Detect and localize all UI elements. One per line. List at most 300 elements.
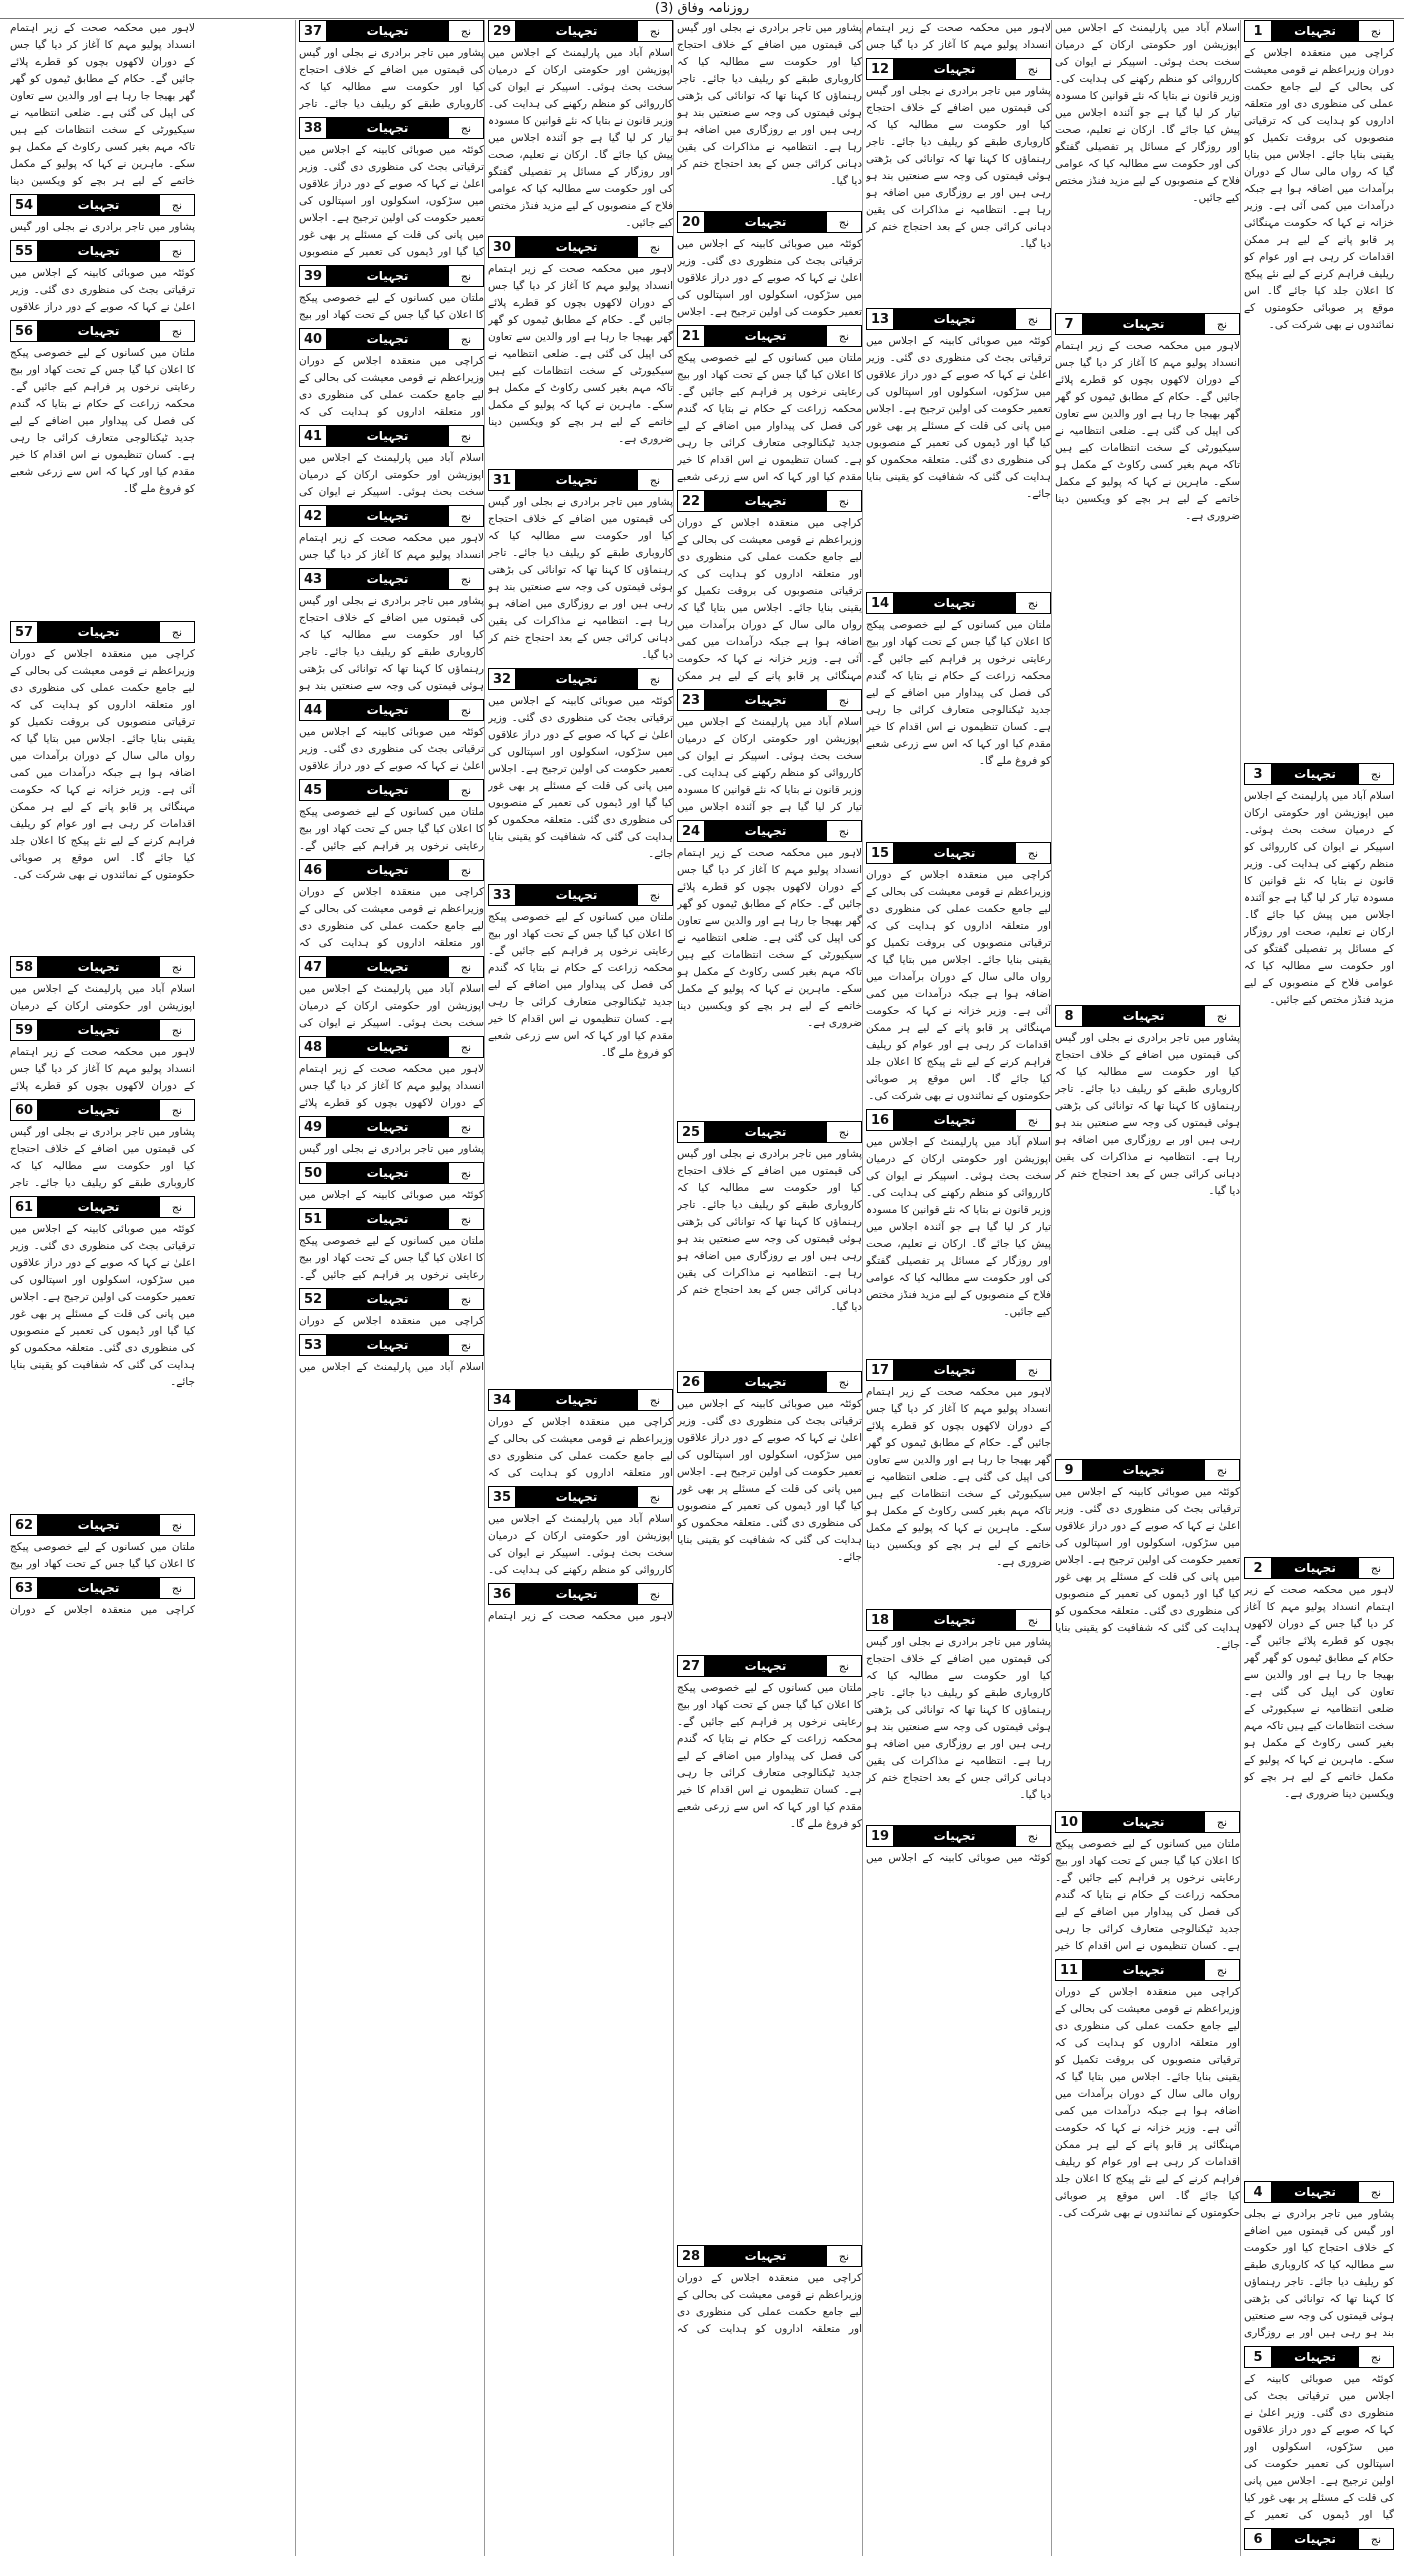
- news-item-body: لاہور میں محکمہ صحت کے زیر اہتمام انسداد پولیو مہم کا آغاز کر دیا گیا جس کے دوران لاکھوں بچوں کو قطرے پلائے جائیں گے۔ حکام کے مطابق ٹیموں کو گھر گھر بھیجا جا رہا ہے اور والدین سے تعاون کی اپیل کی گئی ہے۔ ضلعی انتظامیہ نے سیکیورٹی کے سخت انتظامات کیے ہیں تاکہ مہم بغیر کسی رکاوٹ کے مکمل ہو سکے۔ ماہرین نے کہا کہ پولیو کے مکمل خاتمے کے لیے ہر بچے کو ویکسین دینا ضروری ہے۔: [1244, 1584, 1394, 1800]
- section-label: تجہیات: [894, 1359, 1015, 1381]
- tag-label: نج: [637, 20, 673, 42]
- news-item: [299, 699, 484, 775]
- news-item-header: [10, 320, 195, 342]
- news-item-number: 30: [488, 236, 516, 258]
- tag-label: نج: [159, 1577, 195, 1599]
- news-item-header: [1244, 20, 1394, 42]
- news-item-header: [299, 1162, 484, 1184]
- news-item-header: [677, 689, 862, 711]
- section-label: تجہیات: [705, 325, 826, 347]
- news-item: [299, 505, 484, 564]
- news-item-number: 7: [1055, 313, 1083, 335]
- news-item-number: 59: [10, 1019, 38, 1041]
- tag-label: نج: [1358, 1557, 1394, 1579]
- tag-label: نج: [159, 1514, 195, 1536]
- news-item-header: [866, 1109, 1051, 1131]
- news-item: [677, 1121, 862, 1367]
- news-item-body: لاہور میں محکمہ صحت کے زیر اہتمام انسداد پولیو مہم کا آغاز کر دیا گیا جس کے دوران لاکھوں بچوں کو قطرے پلائے: [10, 1046, 195, 1092]
- news-item-body: پشاور میں تاجر برادری نے بجلی اور گیس کی قیمتوں میں اضافے کے خلاف احتجاج کیا اور حکومت سے مطالبہ کیا کہ کاروباری طبقے کو ریلیف دیا جائے۔ تاجر رہنماؤں کا کہنا تھا کہ توانائی کی بڑھتی ہوئی قیمتوں کی وجہ سے صنعتیں بند ہو رہی ہیں اور بے روزگاری میں اضافہ ہو رہا ہے۔ انتظامیہ نے مذاکرات کی یقین دہانی کرائی جس کے بعد احتجاج ختم کر دیا گیا۔: [866, 85, 1051, 250]
- section-label: تجہیات: [705, 211, 826, 233]
- tag-label: نج: [1358, 2528, 1394, 2550]
- tag-label: نج: [1015, 842, 1051, 864]
- news-item-body: پشاور میں تاجر برادری نے بجلی اور گیس کی قیمتوں میں اضافے کے خلاف احتجاج کیا اور حکومت سے مطالبہ کیا کہ کاروباری طبقے کو ریلیف دیا جائے۔ تاجر رہنماؤں کا کہنا تھا کہ توانائی کی بڑھتی ہوئی قیمتوں کی وجہ سے صنعتیں بند ہو رہی ہیں اور بے روزگاری میں اضافہ ہو رہا ہے۔ انتظامیہ نے مذاکرات کی یقین دہانی کرائی جس کے بعد احتجاج ختم کر دیا گیا۔: [677, 1148, 862, 1313]
- tag-label: نج: [448, 1162, 484, 1184]
- tag-label: نج: [826, 689, 862, 711]
- section-label: تجہیات: [1272, 2346, 1358, 2368]
- news-item-header: [1055, 1459, 1240, 1481]
- news-item-body: لاہور میں محکمہ صحت کے زیر اہتمام انسداد پولیو مہم کا آغاز کر دیا گیا جس: [866, 22, 1051, 51]
- tag-label: نج: [826, 820, 862, 842]
- news-item: [866, 592, 1051, 838]
- news-item-number: 13: [866, 308, 894, 330]
- section-label: تجہیات: [1272, 2528, 1358, 2550]
- section-label: تجہیات: [327, 779, 448, 801]
- news-item-body: کراچی میں منعقدہ اجلاس کے دوران وزیراعظم نے قومی معیشت کی بحالی کے لیے جامع حکمت عملی کی منظوری دی اور متعلقہ اداروں کو ہدایت کی کہ ترقیاتی منصوبوں کی بروقت تکمیل کو یقینی بنایا جائے۔ اجلاس میں بتایا گیا کہ رواں مالی سال کے دوران برآمدات میں اضافہ ہوا ہے جبکہ درآمدات میں کمی آئی ہے۔ وزیر خزانہ نے کہا کہ حکومت مہنگائی پر قابو پانے کے لیے ہر ممکن اقدامات کر رہی ہے اور عوام کو ریلیف فراہم کرنے کے لیے نئے پیکج کا اعلان جلد کیا جائے گا۔ اس موقع پر صوبائی حکومتوں کے نمائندوں نے بھی شرکت کی۔: [10, 648, 195, 881]
- news-item: [299, 1036, 484, 1112]
- news-item-header: [677, 325, 862, 347]
- tag-label: نج: [159, 240, 195, 262]
- news-item-number: 2: [1244, 1557, 1272, 1579]
- news-item-body: کوئٹہ میں صوبائی کابینہ کے اجلاس میں: [866, 1852, 1051, 1864]
- news-item: [866, 1109, 1051, 1355]
- section-label: تجہیات: [705, 2245, 826, 2267]
- section-label: تجہیات: [516, 469, 637, 491]
- section-label: تجہیات: [1272, 2181, 1358, 2203]
- news-item-number: 21: [677, 325, 705, 347]
- news-item-body: لاہور میں محکمہ صحت کے زیر اہتمام انسداد پولیو مہم کا آغاز کر دیا گیا جس: [299, 532, 484, 561]
- news-item-body: کراچی میں منعقدہ اجلاس کے دوران وزیراعظم نے قومی معیشت کی بحالی کے لیے جامع حکمت عملی کی منظوری دی اور متعلقہ اداروں کو ہدایت کی کہ ترقیاتی منصوبوں کی بروقت تکمیل کو یقینی بنایا جائے۔ اجلاس میں بتایا گیا کہ رواں مالی سال کے دوران برآمدات میں اضافہ ہوا ہے جبکہ درآمدات میں کمی آئی ہے۔ وزیر خزانہ نے کہا کہ حکومت مہنگائی پر قابو پانے کے لیے ہر ممکن: [677, 517, 862, 682]
- section-label: تجہیات: [516, 668, 637, 690]
- news-item-header: [10, 1019, 195, 1041]
- column-rule: [673, 20, 674, 2556]
- news-item-header: [10, 1196, 195, 1218]
- tag-label: نج: [1015, 1359, 1051, 1381]
- news-item-header: [488, 1583, 673, 1605]
- news-item-header: [488, 469, 673, 491]
- section-label: تجہیات: [327, 859, 448, 881]
- section-label: تجہیات: [1083, 313, 1204, 335]
- news-item: [488, 1583, 673, 1625]
- news-item-body: لاہور میں محکمہ صحت کے زیر اہتمام انسداد پولیو مہم کا آغاز کر دیا گیا جس کے دوران لاکھوں بچوں کو قطرے پلائے: [299, 1063, 484, 1109]
- section-label: تجہیات: [327, 1036, 448, 1058]
- tag-label: نج: [637, 1389, 673, 1411]
- news-item-body: اسلام آباد میں پارلیمنٹ کے اجلاس میں اپوزیشن اور حکومتی ارکان کے درمیان سخت بحث ہوئی۔ اسپیکر نے ایوان کی کارروائی کو منظم رکھنے کی ہدایت کی۔ وزیر قانون نے بتایا کہ نئے قوانین کا مسودہ تیار کر لیا گیا ہے جو آئندہ اجلاس میں پیش کیا جائے گا۔ ارکان نے تعلیم، صحت اور روزگار کے مسائل پر تفصیلی گفتگو کی اور حکومت سے مطالبہ کیا کہ عوامی فلاح کے منصوبوں کے لیے مزید فنڈز مختص کیے جائیں۔: [1244, 790, 1394, 1006]
- section-label: تجہیات: [327, 425, 448, 447]
- news-item-number: 63: [10, 1577, 38, 1599]
- tag-label: نج: [448, 699, 484, 721]
- news-item-number: 41: [299, 425, 327, 447]
- news-item-header: [677, 2245, 862, 2267]
- news-item-body: کوئٹہ میں صوبائی کابینہ کے اجلاس میں ترقیاتی بجٹ کی منظوری دی گئی۔ وزیر اعلیٰ نے کہا کہ صوبے کے دور دراز علاقوں میں سڑکوں، اسکولوں اور اسپتالوں کی تعمیر حکومت کی اولین ترجیح ہے۔ اجلاس میں پانی کی قلت کے مسئلے پر بھی غور کیا گیا اور ڈیموں کی تعمیر کے منصوبوں کی منظوری دی گئی۔ متعلقہ محکموں کو ہدایت کی گئی کہ شفافیت کو یقینی بنایا جائے۔: [1055, 1486, 1240, 1651]
- news-item-body: ملتان میں کسانوں کے لیے خصوصی پیکج کا اعلان کیا گیا جس کے تحت کھاد اور بیج رعایتی نرخوں پر فراہم کیے جائیں گے۔ محکمہ زراعت کے حکام نے بتایا کہ گندم کی فصل کی پیداوار میں اضافے کے لیے جدید ٹیکنالوجی متعارف کرائی جا رہی ہے۔ کسان تنظیموں نے اس اقدام کا خیر مقدم کیا اور کہا کہ اس سے زرعی شعبے کو فروغ ملے گا۔: [677, 1682, 862, 1830]
- news-item-header: [299, 20, 484, 42]
- news-item-header: [299, 1208, 484, 1230]
- news-item-header: [677, 820, 862, 842]
- news-item-body: پشاور میں تاجر برادری نے بجلی اور گیس: [10, 221, 195, 233]
- news-item-body: اسلام آباد میں پارلیمنٹ کے اجلاس میں اپوزیشن اور حکومتی ارکان کے درمیان سخت بحث ہوئی۔ اسپیکر نے ایوان کی کارروائی کو منظم رکھنے کی ہدایت کی۔ وزیر قانون نے بتایا کہ نئے قوانین کا مسودہ تیار کر لیا گیا ہے جو آئندہ اجلاس میں: [677, 716, 862, 813]
- news-item: [299, 20, 484, 113]
- tag-label: نج: [159, 956, 195, 978]
- news-item-body: کراچی میں منعقدہ اجلاس کے دوران وزیراعظم نے قومی معیشت کی بحالی کے لیے جامع حکمت عملی کی منظوری دی اور متعلقہ اداروں کو ہدایت کی کہ ترقیاتی منصوبوں کی بروقت تکمیل کو یقینی بنایا جائے۔ اجلاس میں بتایا گیا کہ رواں مالی سال کے دوران برآمدات میں اضافہ ہوا ہے جبکہ درآمدات میں کمی آئی ہے۔ وزیر خزانہ نے کہا کہ حکومت مہنگائی پر قابو پانے کے لیے ہر ممکن اقدامات کر رہی ہے اور عوام کو ریلیف فراہم کرنے کے لیے نئے پیکج کا اعلان جلد کیا جائے گا۔ اس موقع پر صوبائی حکومتوں کے نمائندوں نے بھی شرکت کی۔: [1244, 47, 1394, 331]
- news-item-header: [677, 1655, 862, 1677]
- section-label: تجہیات: [327, 505, 448, 527]
- news-item-body: اسلام آباد میں پارلیمنٹ کے اجلاس میں اپوزیشن اور حکومتی ارکان کے درمیان سخت بحث ہوئی۔ اسپیکر نے ایوان کی: [299, 452, 484, 498]
- section-label: تجہیات: [516, 1389, 637, 1411]
- news-item-header: [677, 211, 862, 233]
- news-item-number: 60: [10, 1099, 38, 1121]
- news-item-number: 58: [10, 956, 38, 978]
- news-item-number: 3: [1244, 763, 1272, 785]
- news-item: [866, 1825, 1051, 1867]
- news-item: [866, 308, 1051, 588]
- section-label: تجہیات: [38, 240, 159, 262]
- news-item-number: 4: [1244, 2181, 1272, 2203]
- news-item-header: [866, 842, 1051, 864]
- news-item-number: 14: [866, 592, 894, 614]
- section-label: تجہیات: [705, 820, 826, 842]
- news-item-header: [10, 194, 195, 216]
- columns-container: [6, 20, 1398, 2556]
- news-item-number: 20: [677, 211, 705, 233]
- tag-label: نج: [448, 1116, 484, 1138]
- section-label: تجہیات: [705, 1655, 826, 1677]
- news-item-header: [488, 236, 673, 258]
- section-label: تجہیات: [327, 1334, 448, 1356]
- news-item-header: [866, 1609, 1051, 1631]
- tag-label: نج: [159, 1196, 195, 1218]
- news-item-header: [677, 1371, 862, 1393]
- news-item-body: پشاور میں تاجر برادری نے بجلی اور گیس کی قیمتوں میں اضافے کے خلاف احتجاج کیا اور حکومت سے مطالبہ کیا کہ کاروباری طبقے کو ریلیف دیا جائے۔ تاجر: [299, 47, 484, 110]
- news-item-header: [677, 490, 862, 512]
- section-label: تجہیات: [894, 1825, 1015, 1847]
- tag-label: نج: [1015, 1109, 1051, 1131]
- column-4: [677, 20, 862, 2556]
- news-item: [299, 859, 484, 952]
- tag-label: نج: [448, 505, 484, 527]
- news-item-header: [10, 1099, 195, 1121]
- news-item-number: 54: [10, 194, 38, 216]
- section-label: تجہیات: [327, 956, 448, 978]
- news-item-number: 49: [299, 1116, 327, 1138]
- news-item-body: ملتان میں کسانوں کے لیے خصوصی پیکج کا اعلان کیا گیا جس کے تحت کھاد اور بیج رعایتی نرخوں پر فراہم کیے جائیں گے۔: [299, 1235, 484, 1281]
- news-item-body: اسلام آباد میں پارلیمنٹ کے اجلاس میں اپوزیشن اور حکومتی ارکان کے درمیان: [10, 983, 195, 1012]
- news-item-body: کوئٹہ میں صوبائی کابینہ کے اجلاس میں ترقیاتی بجٹ کی منظوری دی گئی۔ وزیر اعلیٰ نے کہا کہ صوبے کے دور دراز علاقوں: [10, 267, 195, 313]
- section-label: تجہیات: [327, 117, 448, 139]
- news-item: [866, 842, 1051, 1105]
- news-item-number: 39: [299, 265, 327, 287]
- tag-label: نج: [637, 668, 673, 690]
- news-item-number: 6: [1244, 2528, 1272, 2550]
- news-item-header: [10, 621, 195, 643]
- news-item: [10, 621, 195, 952]
- news-item-body: پشاور میں تاجر برادری نے بجلی اور گیس: [299, 1143, 484, 1155]
- news-item-number: 34: [488, 1389, 516, 1411]
- news-item-header: [488, 1389, 673, 1411]
- tag-label: نج: [1015, 1825, 1051, 1847]
- section-label: تجہیات: [327, 568, 448, 590]
- news-item: [10, 1514, 195, 1573]
- tag-label: نج: [1358, 2181, 1394, 2203]
- news-item-body: کراچی میں منعقدہ اجلاس کے دوران وزیراعظم نے قومی معیشت کی بحالی کے لیے جامع حکمت عملی کی منظوری دی اور متعلقہ اداروں کو ہدایت کی کہ: [299, 886, 484, 949]
- column-7: [10, 20, 195, 2556]
- news-item-number: 27: [677, 1655, 705, 1677]
- news-item-number: 46: [299, 859, 327, 881]
- news-item: [1055, 20, 1240, 309]
- section-label: تجہیات: [1083, 1005, 1204, 1027]
- news-item: [1055, 313, 1240, 1001]
- news-item-body: کوئٹہ میں صوبائی کابینہ کے اجلاس میں ترقیاتی بجٹ کی منظوری دی گئی۔ وزیر اعلیٰ نے کہا کہ صوبے کے دور دراز علاقوں میں سڑکوں، اسکولوں اور اسپتالوں کی تعمیر حکومت کی اولین ترجیح ہے۔ اجلاس میں پانی کی قلت کے مسئلے پر بھی غور کیا گیا اور ڈیموں کی تعمیر کے منصوبوں کی منظوری دی گئی۔ متعلقہ محکموں کو ہدایت کی گئی کہ شفافیت کو یقینی بنایا جائے۔: [488, 695, 673, 860]
- news-item: [488, 1486, 673, 1579]
- section-label: تجہیات: [1083, 1459, 1204, 1481]
- news-item-header: [1244, 2181, 1394, 2203]
- tag-label: نج: [1015, 308, 1051, 330]
- news-item-header: [1244, 2346, 1394, 2368]
- news-item: [299, 779, 484, 855]
- section-label: تجہیات: [516, 20, 637, 42]
- news-item-number: 12: [866, 58, 894, 80]
- news-item: [10, 194, 195, 236]
- news-item-number: 23: [677, 689, 705, 711]
- news-item-header: [299, 505, 484, 527]
- section-label: تجہیات: [327, 699, 448, 721]
- news-item-number: 53: [299, 1334, 327, 1356]
- section-label: تجہیات: [894, 592, 1015, 614]
- news-item-number: 25: [677, 1121, 705, 1143]
- section-label: تجہیات: [705, 1121, 826, 1143]
- news-item-body: کوئٹہ میں صوبائی کابینہ کے اجلاس میں ترقیاتی بجٹ کی منظوری دی گئی۔ وزیر اعلیٰ نے کہا کہ صوبے کے دور دراز علاقوں میں سڑکوں، اسکولوں اور اسپتالوں کی تعمیر حکومت کی اولین ترجیح ہے۔ اجلاس میں پانی کی قلت کے مسئلے پر بھی غور کیا گیا اور ڈیموں کی تعمیر کے منصوبوں کی منظوری دی گئی۔ متعلقہ محکموں کو ہدایت کی گئی کہ شفافیت کو یقینی بنایا جائے۔: [677, 1398, 862, 1563]
- tag-label: نج: [826, 1371, 862, 1393]
- news-item: [1055, 1005, 1240, 1455]
- section-label: تجہیات: [327, 20, 448, 42]
- news-item-header: [866, 1359, 1051, 1381]
- news-item-body: پشاور میں تاجر برادری نے بجلی اور گیس کی قیمتوں میں اضافے کے خلاف احتجاج کیا اور حکومت سے مطالبہ کیا کہ کاروباری طبقے کو ریلیف دیا جائے۔ تاجر رہنماؤں کا کہنا تھا کہ توانائی کی بڑھتی ہوئی قیمتوں کی وجہ سے صنعتیں بند ہو رہی ہیں اور بے روزگاری میں اضافہ ہو رہا ہے۔ انتظامیہ نے مذاکرات کی یقین دہانی کرائی جس کے بعد احتجاج ختم کر دیا گیا۔: [677, 22, 862, 187]
- section-label: تجہیات: [1272, 1557, 1358, 1579]
- news-item-body: کراچی میں منعقدہ اجلاس کے دوران وزیراعظم نے قومی معیشت کی بحالی کے لیے جامع حکمت عملی کی منظوری دی اور متعلقہ اداروں کو ہدایت کی کہ: [488, 1416, 673, 1479]
- news-item: [299, 265, 484, 324]
- news-item-body: کراچی میں منعقدہ اجلاس کے دوران وزیراعظم نے قومی معیشت کی بحالی کے لیے جامع حکمت عملی کی منظوری دی اور متعلقہ اداروں کو ہدایت کی کہ: [299, 355, 484, 418]
- tag-label: نج: [826, 325, 862, 347]
- news-item-body: [1244, 2553, 1394, 2556]
- news-item-body: کوئٹہ میں صوبائی کابینہ کے اجلاس میں ترقیاتی بجٹ کی منظوری دی گئی۔ وزیر اعلیٰ نے کہا کہ صوبے کے دور دراز علاقوں میں سڑکوں، اسکولوں اور اسپتالوں کی تعمیر حکومت کی اولین ترجیح ہے۔ اجلاس میں پانی کی قلت کے مسئلے پر بھی غور کیا گیا اور ڈیموں کی تعمیر کے: [1244, 2373, 1394, 2521]
- news-item: [488, 668, 673, 880]
- news-item-number: 44: [299, 699, 327, 721]
- news-item-header: [1244, 1557, 1394, 1579]
- news-item-header: [488, 1486, 673, 1508]
- news-item-body: ملتان میں کسانوں کے لیے خصوصی پیکج کا اعلان کیا گیا جس کے تحت کھاد اور بیج رعایتی نرخوں پر فراہم کیے جائیں گے۔ محکمہ زراعت کے حکام نے بتایا کہ گندم کی فصل کی پیداوار میں اضافے کے لیے جدید ٹیکنالوجی متعارف کرائی جا رہی ہے۔ کسان تنظیموں نے اس اقدام کا خیر مقدم کیا اور کہا کہ اس سے زرعی شعبے کو فروغ ملے گا۔: [10, 347, 195, 495]
- section-label: تجہیات: [327, 1208, 448, 1230]
- news-item-body: لاہور میں محکمہ صحت کے زیر اہتمام انسداد پولیو مہم کا آغاز کر دیا گیا جس کے دوران لاکھوں بچوں کو قطرے پلائے جائیں گے۔ حکام کے مطابق ٹیموں کو گھر گھر بھیجا جا رہا ہے اور والدین سے تعاون کی اپیل کی گئی ہے۔ ضلعی انتظامیہ نے سیکیورٹی کے سخت انتظامات کیے ہیں تاکہ مہم بغیر کسی رکاوٹ کے مکمل ہو سکے۔ ماہرین نے کہا کہ پولیو کے مکمل خاتمے کے لیے ہر بچے کو ویکسین دینا ضروری ہے۔: [488, 263, 673, 445]
- news-item-body: کوئٹہ میں صوبائی کابینہ کے اجلاس میں ترقیاتی بجٹ کی منظوری دی گئی۔ وزیر اعلیٰ نے کہا کہ صوبے کے دور دراز علاقوں: [299, 726, 484, 772]
- tag-label: نج: [159, 621, 195, 643]
- news-item-header: [1055, 1959, 1240, 1981]
- news-item: [10, 1577, 195, 1619]
- news-item-number: 26: [677, 1371, 705, 1393]
- news-item-body: اسلام آباد میں پارلیمنٹ کے اجلاس میں اپوزیشن اور حکومتی ارکان کے درمیان سخت بحث ہوئی۔ اسپیکر نے ایوان کی کارروائی کو منظم رکھنے کی ہدایت کی۔: [488, 1513, 673, 1576]
- tag-label: نج: [637, 236, 673, 258]
- news-item-body: لاہور میں محکمہ صحت کے زیر اہتمام انسداد پولیو مہم کا آغاز کر دیا گیا جس کے دوران لاکھوں بچوں کو قطرے پلائے جائیں گے۔ حکام کے مطابق ٹیموں کو گھر گھر بھیجا جا رہا ہے اور والدین سے تعاون کی اپیل کی گئی ہے۔ ضلعی انتظامیہ نے سیکیورٹی کے سخت انتظامات کیے ہیں تاکہ مہم بغیر کسی رکاوٹ کے مکمل ہو سکے۔ ماہرین نے کہا کہ پولیو کے مکمل خاتمے کے لیے ہر بچے کو ویکسین دینا ضروری ہے۔: [1055, 340, 1240, 522]
- news-item-body: اسلام آباد میں پارلیمنٹ کے اجلاس میں اپوزیشن اور حکومتی ارکان کے درمیان سخت بحث ہوئی۔ اسپیکر نے ایوان کی: [299, 983, 484, 1029]
- news-item-body: اسلام آباد میں پارلیمنٹ کے اجلاس میں: [299, 1361, 484, 1373]
- news-item-number: 16: [866, 1109, 894, 1131]
- news-item: [677, 325, 862, 486]
- column-3: [866, 20, 1051, 2556]
- section-label: تجہیات: [516, 884, 637, 906]
- news-item-header: [488, 20, 673, 42]
- news-item-header: [488, 668, 673, 690]
- news-item-number: 61: [10, 1196, 38, 1218]
- news-item-number: 40: [299, 328, 327, 350]
- news-item-number: 57: [10, 621, 38, 643]
- news-item-header: [299, 859, 484, 881]
- news-item-header: [299, 1288, 484, 1310]
- column-rule: [484, 20, 485, 2556]
- news-item-number: 9: [1055, 1459, 1083, 1481]
- news-item: [1244, 2181, 1394, 2342]
- news-item: [299, 425, 484, 501]
- tag-label: نج: [159, 194, 195, 216]
- section-label: تجہیات: [38, 1514, 159, 1536]
- tag-label: نج: [448, 1208, 484, 1230]
- news-item: [1244, 20, 1394, 759]
- news-item-body: ملتان میں کسانوں کے لیے خصوصی پیکج کا اعلان کیا گیا جس کے تحت کھاد اور بیج رعایتی نرخوں پر فراہم کیے جائیں گے۔ محکمہ زراعت کے حکام نے بتایا کہ گندم کی فصل کی پیداوار میں اضافے کے لیے جدید ٹیکنالوجی متعارف کرائی جا رہی ہے۔ کسان تنظیموں نے اس اقدام کا خیر مقدم کیا اور کہا کہ اس سے زرعی شعبے کو فروغ ملے گا۔: [488, 911, 673, 1059]
- news-item: [488, 20, 673, 232]
- news-item: [1055, 1959, 1240, 2290]
- news-item: [1055, 1459, 1240, 1807]
- tag-label: نج: [826, 1121, 862, 1143]
- news-item: [299, 1208, 484, 1284]
- news-item-body: کوئٹہ میں صوبائی کابینہ کے اجلاس میں: [299, 1189, 484, 1201]
- news-item-body: ملتان میں کسانوں کے لیے خصوصی پیکج کا اعلان کیا گیا جس کے تحت کھاد اور بیج: [10, 1541, 195, 1570]
- news-item: [10, 320, 195, 617]
- news-item: [299, 1334, 484, 1376]
- news-item-number: 48: [299, 1036, 327, 1058]
- news-item-body: پشاور میں تاجر برادری نے بجلی اور گیس کی قیمتوں میں اضافے کے خلاف احتجاج کیا اور حکومت سے مطالبہ کیا کہ کاروباری طبقے کو ریلیف دیا جائے۔ تاجر رہنماؤں کا کہنا تھا کہ توانائی کی بڑھتی ہوئی قیمتوں کی وجہ سے صنعتیں بند ہو: [299, 595, 484, 692]
- tag-label: نج: [448, 1036, 484, 1058]
- news-item-body: ملتان میں کسانوں کے لیے خصوصی پیکج کا اعلان کیا گیا جس کے تحت کھاد اور بیج رعایتی نرخوں پر فراہم کیے جائیں گے۔ محکمہ زراعت کے حکام نے بتایا کہ گندم کی فصل کی پیداوار میں اضافے کے لیے جدید ٹیکنالوجی متعارف کرائی جا رہی ہے۔ کسان تنظیموں نے اس اقدام کا خیر مقدم کیا اور کہا کہ اس سے زرعی شعبے: [677, 352, 862, 483]
- news-item-header: [299, 425, 484, 447]
- news-item-body: اسلام آباد میں پارلیمنٹ کے اجلاس میں اپوزیشن اور حکومتی ارکان کے درمیان سخت بحث ہوئی۔ اسپیکر نے ایوان کی کارروائی کو منظم رکھنے کی ہدایت کی۔ وزیر قانون نے بتایا کہ نئے قوانین کا مسودہ تیار کر لیا گیا ہے جو آئندہ اجلاس میں پیش کیا جائے گا۔ ارکان نے تعلیم، صحت اور روزگار کے مسائل پر تفصیلی گفتگو کی اور حکومت سے مطالبہ کیا کہ عوامی فلاح کے منصوبوں کے لیے مزید فنڈز مختص کیے جائیں۔: [488, 47, 673, 229]
- news-item-body: لاہور میں محکمہ صحت کے زیر اہتمام: [488, 1610, 673, 1622]
- news-item-number: 45: [299, 779, 327, 801]
- news-item: [1244, 763, 1394, 1553]
- news-item-header: [866, 1825, 1051, 1847]
- section-label: تجہیات: [327, 328, 448, 350]
- news-item-body: کوئٹہ میں صوبائی کابینہ کے اجلاس میں ترقیاتی بجٹ کی منظوری دی گئی۔ وزیر اعلیٰ نے کہا کہ صوبے کے دور دراز علاقوں میں سڑکوں، اسکولوں اور اسپتالوں کی تعمیر حکومت کی اولین ترجیح ہے۔ اجلاس: [677, 238, 862, 318]
- section-label: تجہیات: [1272, 763, 1358, 785]
- news-item: [299, 328, 484, 421]
- news-item: [10, 240, 195, 316]
- section-label: تجہیات: [894, 58, 1015, 80]
- news-item-header: [866, 308, 1051, 330]
- tag-label: نج: [826, 211, 862, 233]
- news-item-body: کراچی میں منعقدہ اجلاس کے دوران وزیراعظم نے قومی معیشت کی بحالی کے لیے جامع حکمت عملی کی منظوری دی اور متعلقہ اداروں کو ہدایت کی کہ: [677, 2272, 862, 2335]
- tag-label: نج: [448, 117, 484, 139]
- news-item-header: [299, 328, 484, 350]
- news-item-header: [10, 1577, 195, 1599]
- news-item-header: [677, 1121, 862, 1143]
- news-item-number: 1: [1244, 20, 1272, 42]
- section-label: تجہیات: [38, 194, 159, 216]
- tag-label: نج: [448, 568, 484, 590]
- tag-label: نج: [448, 20, 484, 42]
- news-item-number: 36: [488, 1583, 516, 1605]
- news-item-body: کراچی میں منعقدہ اجلاس کے دوران وزیراعظم نے قومی معیشت کی بحالی کے لیے جامع حکمت عملی کی منظوری دی اور متعلقہ اداروں کو ہدایت کی کہ ترقیاتی منصوبوں کی بروقت تکمیل کو یقینی بنایا جائے۔ اجلاس میں بتایا گیا کہ رواں مالی سال کے دوران برآمدات میں اضافہ ہوا ہے جبکہ درآمدات میں کمی آئی ہے۔ وزیر خزانہ نے کہا کہ حکومت مہنگائی پر قابو پانے کے لیے ہر ممکن اقدامات کر رہی ہے اور عوام کو ریلیف فراہم کرنے کے لیے نئے پیکج کا اعلان جلد کیا جائے گا۔ اس موقع پر صوبائی حکومتوں کے نمائندوں نے بھی شرکت کی۔: [866, 869, 1051, 1102]
- news-item-number: 11: [1055, 1959, 1083, 1981]
- news-item-number: 18: [866, 1609, 894, 1631]
- news-item-number: 43: [299, 568, 327, 590]
- section-label: تجہیات: [894, 1609, 1015, 1631]
- tag-label: نج: [637, 469, 673, 491]
- news-item-number: 38: [299, 117, 327, 139]
- news-item: [677, 211, 862, 321]
- column-rule: [862, 20, 863, 2556]
- news-item: [488, 884, 673, 1385]
- tag-label: نج: [448, 859, 484, 881]
- column-1: [1244, 20, 1394, 2556]
- news-item-number: 33: [488, 884, 516, 906]
- tag-label: نج: [826, 490, 862, 512]
- news-item: [677, 689, 862, 816]
- column-2: [1055, 20, 1240, 2556]
- news-item-number: 19: [866, 1825, 894, 1847]
- news-item: [677, 1371, 862, 1651]
- news-item: [677, 20, 862, 207]
- section-label: تجہیات: [1272, 20, 1358, 42]
- news-item-body: ملتان میں کسانوں کے لیے خصوصی پیکج کا اعلان کیا گیا جس کے تحت کھاد اور بیج رعایتی نرخوں پر فراہم کیے جائیں گے۔ محکمہ زراعت کے حکام نے بتایا کہ گندم کی فصل کی پیداوار میں اضافے کے لیے جدید ٹیکنالوجی متعارف کرائی جا رہی ہے۔ کسان تنظیموں نے اس اقدام کا خیر مقدم کیا اور کہا کہ اس سے زرعی شعبے کو فروغ ملے گا۔: [866, 619, 1051, 767]
- section-label: تجہیات: [516, 1486, 637, 1508]
- news-item-body: پشاور میں تاجر برادری نے بجلی اور گیس کی قیمتوں میں اضافے کے خلاف احتجاج کیا اور حکومت سے مطالبہ کیا کہ کاروباری طبقے کو ریلیف دیا جائے۔ تاجر رہنماؤں کا کہنا تھا کہ توانائی کی بڑھتی ہوئی قیمتوں کی وجہ سے صنعتیں بند ہو رہی ہیں اور بے روزگاری میں اضافہ ہو رہا ہے۔ انتظامیہ نے مذاکرات کی یقین دہانی کرائی جس کے بعد احتجاج ختم کر دیا گیا۔: [1055, 1032, 1240, 1197]
- tag-label: نج: [1015, 1609, 1051, 1631]
- news-item-number: 31: [488, 469, 516, 491]
- tag-label: نج: [448, 1288, 484, 1310]
- news-item-body: ملتان میں کسانوں کے لیے خصوصی پیکج کا اعلان کیا گیا جس کے تحت کھاد اور بیج رعایتی نرخوں پر فراہم کیے جائیں گے۔ محکمہ زراعت کے حکام نے بتایا کہ گندم کی فصل کی پیداوار میں اضافے کے لیے جدید ٹیکنالوجی متعارف کرائی جا رہی ہے۔ کسان تنظیموں نے اس اقدام کا خیر: [1055, 1838, 1240, 1952]
- news-item-body: لاہور میں محکمہ صحت کے زیر اہتمام انسداد پولیو مہم کا آغاز کر دیا گیا جس کے دوران لاکھوں بچوں کو قطرے پلائے جائیں گے۔ حکام کے مطابق ٹیموں کو گھر گھر بھیجا جا رہا ہے اور والدین سے تعاون کی اپیل کی گئی ہے۔ ضلعی انتظامیہ نے سیکیورٹی کے سخت انتظامات کیے ہیں تاکہ مہم بغیر کسی رکاوٹ کے مکمل ہو سکے۔ ماہرین نے کہا کہ پولیو کے مکمل خاتمے کے لیے ہر بچے کو ویکسین دینا: [10, 22, 195, 187]
- section-label: تجہیات: [516, 236, 637, 258]
- news-item-number: 10: [1055, 1811, 1083, 1833]
- section-label: تجہیات: [38, 1577, 159, 1599]
- news-item-header: [1055, 313, 1240, 335]
- news-item-header: [299, 1036, 484, 1058]
- news-item-header: [1244, 763, 1394, 785]
- news-item-body: پشاور میں تاجر برادری نے بجلی اور گیس کی قیمتوں میں اضافے کے خلاف احتجاج کیا اور حکومت سے مطالبہ کیا کہ کاروباری طبقے کو ریلیف دیا جائے۔ تاجر رہنماؤں کا کہنا تھا کہ توانائی کی بڑھتی ہوئی قیمتوں کی وجہ سے صنعتیں بند ہو رہی ہیں اور بے روزگاری میں اضافہ ہو رہا ہے۔ انتظامیہ نے مذاکرات کی یقین دہانی کرائی جس کے بعد احتجاج ختم کر دیا گیا۔: [866, 1636, 1051, 1801]
- news-item-header: [299, 1334, 484, 1356]
- news-item: [299, 956, 484, 1032]
- section-label: تجہیات: [38, 320, 159, 342]
- news-item: [866, 1609, 1051, 1821]
- section-label: تجہیات: [705, 689, 826, 711]
- tag-label: نج: [1358, 2346, 1394, 2368]
- news-item-number: 8: [1055, 1005, 1083, 1027]
- news-item-header: [299, 779, 484, 801]
- news-item-header: [488, 884, 673, 906]
- news-item-header: [866, 58, 1051, 80]
- news-item: [299, 568, 484, 695]
- news-item: [299, 1288, 484, 1330]
- tag-label: نج: [826, 1655, 862, 1677]
- news-item-number: 32: [488, 668, 516, 690]
- news-item-header: [299, 117, 484, 139]
- tag-label: نج: [1204, 1005, 1240, 1027]
- section-label: تجہیات: [1083, 1811, 1204, 1833]
- news-item-number: 28: [677, 2245, 705, 2267]
- news-item: [677, 2245, 862, 2338]
- news-item-header: [299, 699, 484, 721]
- news-item-header: [299, 568, 484, 590]
- tag-label: نج: [637, 1583, 673, 1605]
- section-label: تجہیات: [38, 1099, 159, 1121]
- news-item: [866, 1359, 1051, 1605]
- news-item-body: کراچی میں منعقدہ اجلاس کے دوران وزیراعظم نے قومی معیشت کی بحالی کے لیے جامع حکمت عملی کی منظوری دی اور متعلقہ اداروں کو ہدایت کی کہ ترقیاتی منصوبوں کی بروقت تکمیل کو یقینی بنایا جائے۔ اجلاس میں بتایا گیا کہ رواں مالی سال کے دوران برآمدات میں اضافہ ہوا ہے جبکہ درآمدات میں کمی آئی ہے۔ وزیر خزانہ نے کہا کہ حکومت مہنگائی پر قابو پانے کے لیے ہر ممکن اقدامات کر رہی ہے اور عوام کو ریلیف فراہم کرنے کے لیے نئے پیکج کا اعلان جلد کیا جائے گا۔ اس موقع پر صوبائی حکومتوں کے نمائندوں نے بھی شرکت کی۔: [1055, 1986, 1240, 2219]
